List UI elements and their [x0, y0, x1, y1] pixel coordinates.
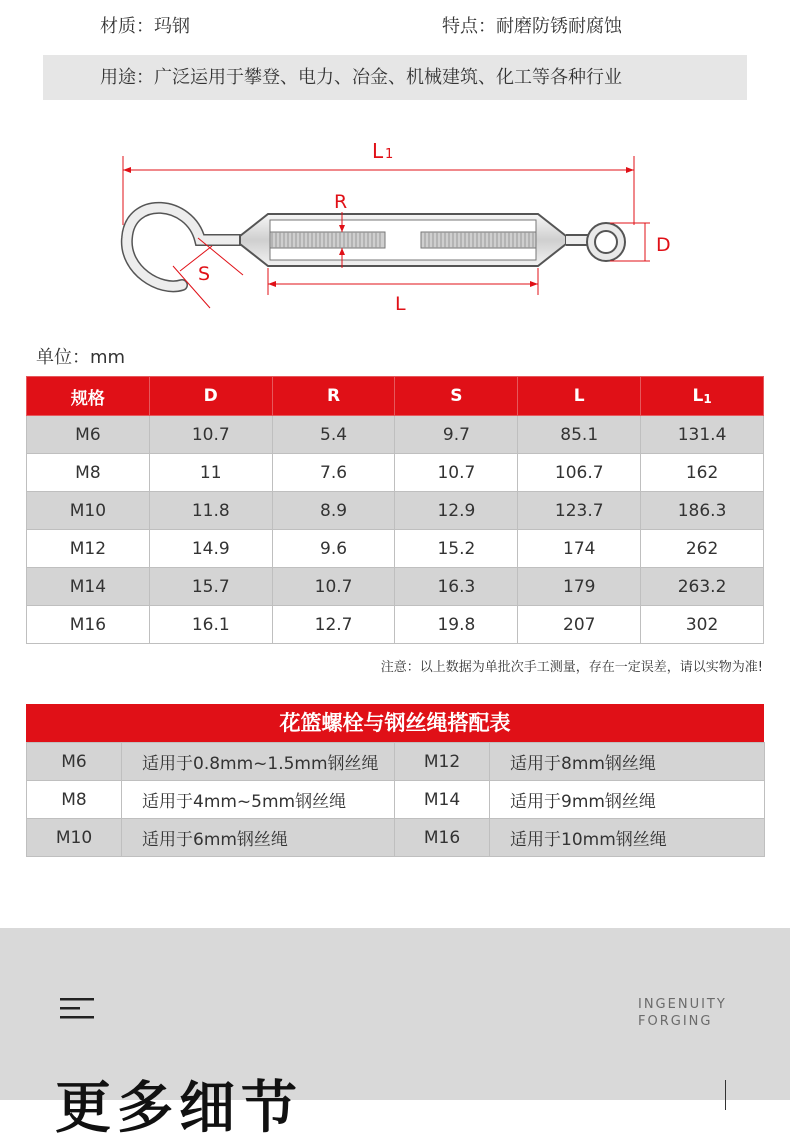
table-cell: M16 — [395, 819, 490, 857]
table-cell: 9.6 — [272, 530, 395, 568]
table-cell: 207 — [518, 606, 641, 644]
table-cell: 适用于9mm钢丝绳 — [490, 781, 765, 819]
table-cell: 131.4 — [641, 416, 764, 454]
turnbuckle-diagram — [0, 120, 790, 330]
match-table-title: 花篮螺栓与钢丝绳搭配表 — [26, 704, 764, 742]
table-cell: M12 — [395, 743, 490, 781]
table-row — [27, 454, 764, 492]
label-l1-sub: 1 — [385, 147, 394, 162]
table-cell: 5.4 — [272, 416, 395, 454]
table-cell: 85.1 — [518, 416, 641, 454]
header-l1-main: L — [692, 386, 704, 406]
table-cell: 9.7 — [395, 416, 518, 454]
table-cell: 14.9 — [149, 530, 272, 568]
table-cell: 16.3 — [395, 568, 518, 606]
table-cell: M14 — [395, 781, 490, 819]
s-dimension — [173, 238, 243, 308]
table-cell: 186.3 — [641, 492, 764, 530]
table-row — [27, 416, 764, 454]
table-cell: 8.9 — [272, 492, 395, 530]
header-l: L — [518, 377, 641, 416]
table-row — [27, 606, 764, 644]
table-cell: M10 — [27, 819, 122, 857]
table-cell: 适用于4mm~5mm钢丝绳 — [122, 781, 395, 819]
match-table — [26, 742, 765, 857]
table-cell: 10.7 — [149, 416, 272, 454]
table-cell: 11.8 — [149, 492, 272, 530]
table-cell: M14 — [27, 568, 150, 606]
table-cell: M6 — [27, 743, 122, 781]
table-cell: 适用于8mm钢丝绳 — [490, 743, 765, 781]
brand-line-2: FORGING — [638, 1014, 713, 1029]
measurement-note: 注意：以上数据为单批次手工测量，存在一定误差，请以实物为准! — [380, 660, 763, 675]
table-cell: M8 — [27, 781, 122, 819]
table-cell: M8 — [27, 454, 150, 492]
table-cell: 11 — [149, 454, 272, 492]
label-l: L — [395, 293, 406, 315]
header-d: D — [149, 377, 272, 416]
table-cell: 19.8 — [395, 606, 518, 644]
header-s: S — [395, 377, 518, 416]
table-cell: M16 — [27, 606, 150, 644]
spec-table-header — [27, 377, 764, 416]
table-cell: 263.2 — [641, 568, 764, 606]
info-row — [0, 10, 790, 40]
table-row — [27, 743, 765, 781]
table-cell: 106.7 — [518, 454, 641, 492]
unit-label: 单位：mm — [36, 347, 126, 368]
table-cell: 适用于6mm钢丝绳 — [122, 819, 395, 857]
table-row — [27, 492, 764, 530]
feature-text: 特点：耐磨防锈耐腐蚀 — [442, 16, 622, 37]
table-cell: 适用于10mm钢丝绳 — [490, 819, 765, 857]
table-cell: 302 — [641, 606, 764, 644]
hook-end — [127, 208, 240, 286]
label-l1: L — [372, 139, 384, 163]
turnbuckle-body — [240, 214, 566, 266]
table-cell: 16.1 — [149, 606, 272, 644]
table-cell: 162 — [641, 454, 764, 492]
table-cell: 适用于0.8mm~1.5mm钢丝绳 — [122, 743, 395, 781]
header-r: R — [272, 377, 395, 416]
header-l1-sub: 1 — [703, 392, 712, 406]
brand-line-1: INGENUITY — [638, 997, 727, 1012]
label-r: R — [334, 191, 348, 213]
l-dimension — [268, 268, 538, 315]
table-cell: 15.2 — [395, 530, 518, 568]
label-s: S — [198, 263, 211, 285]
table-cell: 12.9 — [395, 492, 518, 530]
table-row — [27, 819, 765, 857]
table-cell: 10.7 — [395, 454, 518, 492]
usage-bar: 用途：广泛运用于攀登、电力、冶金、机械建筑、化工等各种行业 — [43, 55, 747, 100]
table-cell: M10 — [27, 492, 150, 530]
spec-table — [26, 376, 764, 644]
table-cell: 12.7 — [272, 606, 395, 644]
brand-text — [638, 996, 727, 1030]
table-cell: 174 — [518, 530, 641, 568]
divider — [725, 1080, 726, 1110]
header-spec: 规格 — [27, 377, 150, 416]
table-cell: M12 — [27, 530, 150, 568]
table-cell: 179 — [518, 568, 641, 606]
details-section — [0, 928, 790, 1141]
details-title: 更多细节 — [55, 1076, 303, 1141]
table-cell: 7.6 — [272, 454, 395, 492]
table-row — [27, 530, 764, 568]
table-cell: 10.7 — [272, 568, 395, 606]
label-d: D — [656, 234, 671, 256]
table-cell: 262 — [641, 530, 764, 568]
menu-icon — [60, 997, 94, 1021]
l1-dimension — [123, 139, 634, 225]
material-text: 材质：玛钢 — [100, 16, 190, 37]
table-row — [27, 568, 764, 606]
header-l1 — [641, 377, 764, 416]
table-cell: 123.7 — [518, 492, 641, 530]
table-row — [27, 781, 765, 819]
table-cell: 15.7 — [149, 568, 272, 606]
eye-end — [566, 223, 625, 261]
table-cell: M6 — [27, 416, 150, 454]
